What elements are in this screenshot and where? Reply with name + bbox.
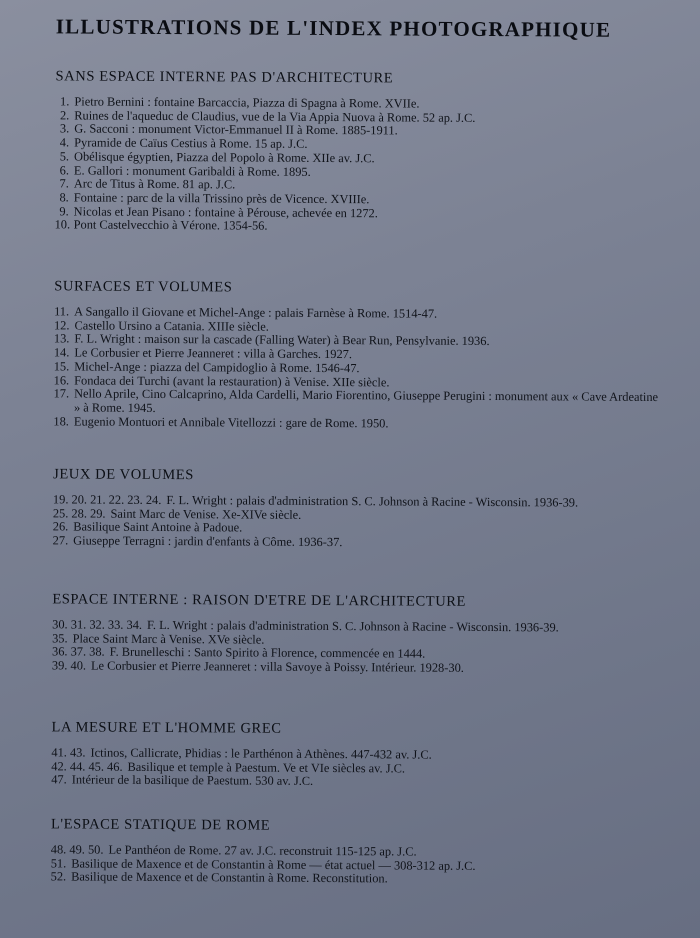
section-jeux-de-volumes: [53, 466, 663, 552]
entry-text: E. Gallori : monument Garibaldi à Rome. 1895.: [73, 162, 311, 179]
list-item: [52, 659, 662, 676]
entry-number: 6.: [59, 162, 70, 177]
entry-number: 7.: [59, 176, 69, 191]
section-heading: LA MESURE ET L'HOMME GREC: [51, 719, 282, 737]
entry-number: 8.: [59, 190, 69, 205]
entry-text: Le Corbusier et Pierre Jeanneret : villa Savoye à Poissy. Intérieur. 1928-30.: [90, 658, 464, 675]
entry-text: Basilique Saint Antoine à Padoue.: [73, 519, 243, 535]
entry-number: 15.: [53, 359, 70, 374]
entry-number: 25. 28. 29.: [52, 506, 106, 521]
entry-text: Pyramide de Caïus Cestius à Rome. 15 ap. J.C.: [74, 135, 308, 151]
section-heading: SURFACES ET VOLUMES: [54, 278, 233, 296]
entry-text: Obélisque égyptien, Piazza del Popolo à Rome. XIIe av. J.C.: [74, 149, 375, 166]
entry-number: 41. 43.: [51, 745, 86, 760]
entry-text: Le Panthéon de Rome. 27 av. J.C. reconstruit 115-125 ap. J.C.: [108, 842, 417, 859]
entry-number: 2.: [59, 108, 70, 123]
entry-text: Giuseppe Terragni : jardin d'enfants à Côme. 1936-37.: [73, 533, 343, 550]
entry-number: 17.: [53, 386, 70, 401]
entry-text: Eugenio Montuori et Annibale Vitellozzi : gare de Rome. 1950.: [73, 414, 389, 431]
entry-number: 10.: [54, 217, 71, 232]
list-item: [51, 774, 661, 791]
entry-text: Nicolas et Jean Pisano : fontaine à Pérouse, achevée en 1272.: [73, 204, 378, 220]
entry-list: [53, 305, 664, 432]
entry-number: 39. 40.: [51, 658, 87, 673]
entry-text: Arc de Titus à Rome. 81 ap. J.C.: [73, 176, 236, 192]
section-sans-espace-interne: [55, 68, 666, 236]
section-espace-statique-rome: [51, 816, 661, 888]
entry-text: Fontaine : parc de la villa Trissino près de Vicence. XVIIIe.: [73, 190, 370, 207]
entry-text: Basilique de Maxence et de Constantin à Rome. Reconstitution.: [71, 869, 388, 886]
list-item: [55, 219, 665, 236]
list-item: [51, 871, 661, 888]
entry-text: Nello Aprile, Cino Calcaprino, Alda Cardelli, Mario Fiorentino, Giuseppe Perugini : monument aux « Cave Ardeatine » à Rome. 1945.: [73, 386, 659, 415]
entry-text: Pietro Bernini : fontaine Barcaccia, Piazza di Spagna à Rome. XVIIe.: [74, 94, 420, 111]
entry-list: [55, 95, 666, 236]
section-heading: JEUX DE VOLUMES: [53, 466, 195, 484]
entry-number: 5.: [59, 149, 70, 164]
entry-text: Intérieur de la basilique de Paestum. 530 av. J.C.: [71, 772, 314, 789]
entry-number: 9.: [59, 203, 69, 219]
entry-text: A Sangallo il Giovane et Michel-Ange : palais Farnèse à Rome. 1514-47.: [74, 304, 438, 321]
entry-list: [52, 618, 662, 677]
entry-number: 26.: [52, 519, 69, 534]
entry-text: F. L. Wright : maison sur la cascade (Falling Water) à Bear Run, Pensylvanie. 1936.: [74, 331, 490, 349]
entry-text: Basilique de Maxence et de Constantin à Rome — état actuel — 308-312 ap. J.C.: [71, 856, 476, 873]
entry-list: [53, 493, 663, 552]
entry-number: 30. 31. 32. 33. 34.: [52, 617, 143, 632]
entry-text: F. L. Wright : palais d'administration S. C. Johnson à Racine - Wisconsin. 1936-39.: [166, 493, 579, 510]
entry-number: 35.: [52, 631, 68, 646]
entry-number: 18.: [53, 413, 69, 429]
entry-number: 19. 20. 21. 22. 23. 24.: [52, 492, 162, 507]
entry-text: F. L. Wright : palais d'administration S. C. Johnson à Racine - Wisconsin. 1936-39.: [146, 617, 559, 635]
entry-list: [51, 843, 661, 888]
list-item: [53, 415, 663, 432]
entry-number: 1.: [60, 94, 70, 109]
entry-text: Castello Ursino a Catania. XIIIe siècle.: [74, 318, 269, 334]
section-espace-interne: [52, 591, 662, 677]
entry-number: 14.: [53, 345, 70, 360]
entry-text: Fondaca dei Turchi (avant la restauration) à Venise. XIIe siècle.: [74, 372, 390, 389]
section-heading: L'ESPACE STATIQUE DE ROME: [50, 816, 271, 834]
page-title: ILLUSTRATIONS DE L'INDEX PHOTOGRAPHIQUE: [55, 14, 612, 42]
entry-text: G. Sacconi : monument Victor-Emmanuel II à Rome. 1885-1911.: [74, 121, 398, 138]
entry-number: 3.: [59, 121, 70, 136]
entry-number: 47.: [51, 772, 67, 787]
entry-text: Ruines de l'aqueduc de Claudius, vue de la Via Appia Nuova à Rome. 52 ap. J.C.: [74, 108, 476, 125]
entry-number: 52.: [50, 869, 67, 884]
section-heading: SANS ESPACE INTERNE PAS D'ARCHITECTURE: [55, 68, 394, 87]
entry-number: 11.: [54, 304, 70, 319]
entry-number: 16.: [53, 372, 70, 387]
entry-text: Place Saint Marc à Venise. XVe siècle.: [72, 631, 265, 647]
list-item: [53, 534, 663, 551]
entry-number: 42. 44. 45. 46.: [51, 759, 123, 774]
section-heading: ESPACE INTERNE : RAISON D'ETRE DE L'ARCHITECTURE: [52, 591, 467, 610]
entry-number: 36. 37. 38.: [51, 644, 105, 660]
entry-number: 4.: [59, 135, 70, 150]
entry-text: Saint Marc de Venise. Xe-XIVe siècle.: [110, 506, 302, 522]
entry-list: [51, 746, 661, 791]
entry-text: F. Brunelleschi : Santo Spirito à Florence, commencée en 1444.: [109, 645, 426, 662]
entry-text: Ictinos, Callicrate, Phidias : le Parthénon à Athènes. 447-432 av. J.C.: [90, 745, 432, 762]
entry-text: Pont Castelvecchio à Vérone. 1354-56.: [73, 217, 268, 233]
entry-number: 27.: [52, 533, 69, 548]
entry-text: Basilique et temple à Paestum. Ve et VIe siècles av. J.C.: [127, 759, 406, 776]
entry-text: Le Corbusier et Pierre Jeanneret : villa à Garches. 1927.: [74, 345, 353, 362]
section-mesure-homme-grec: [51, 719, 661, 791]
entry-number: 51.: [50, 856, 67, 871]
entry-number: 12.: [53, 318, 70, 333]
entry-number: 48. 49. 50.: [50, 842, 104, 857]
section-surfaces-et-volumes: [53, 278, 664, 432]
entry-text: Michel-Ange : piazza del Campidoglio à Rome. 1546-47.: [74, 359, 360, 376]
entry-number: 13.: [53, 331, 70, 346]
